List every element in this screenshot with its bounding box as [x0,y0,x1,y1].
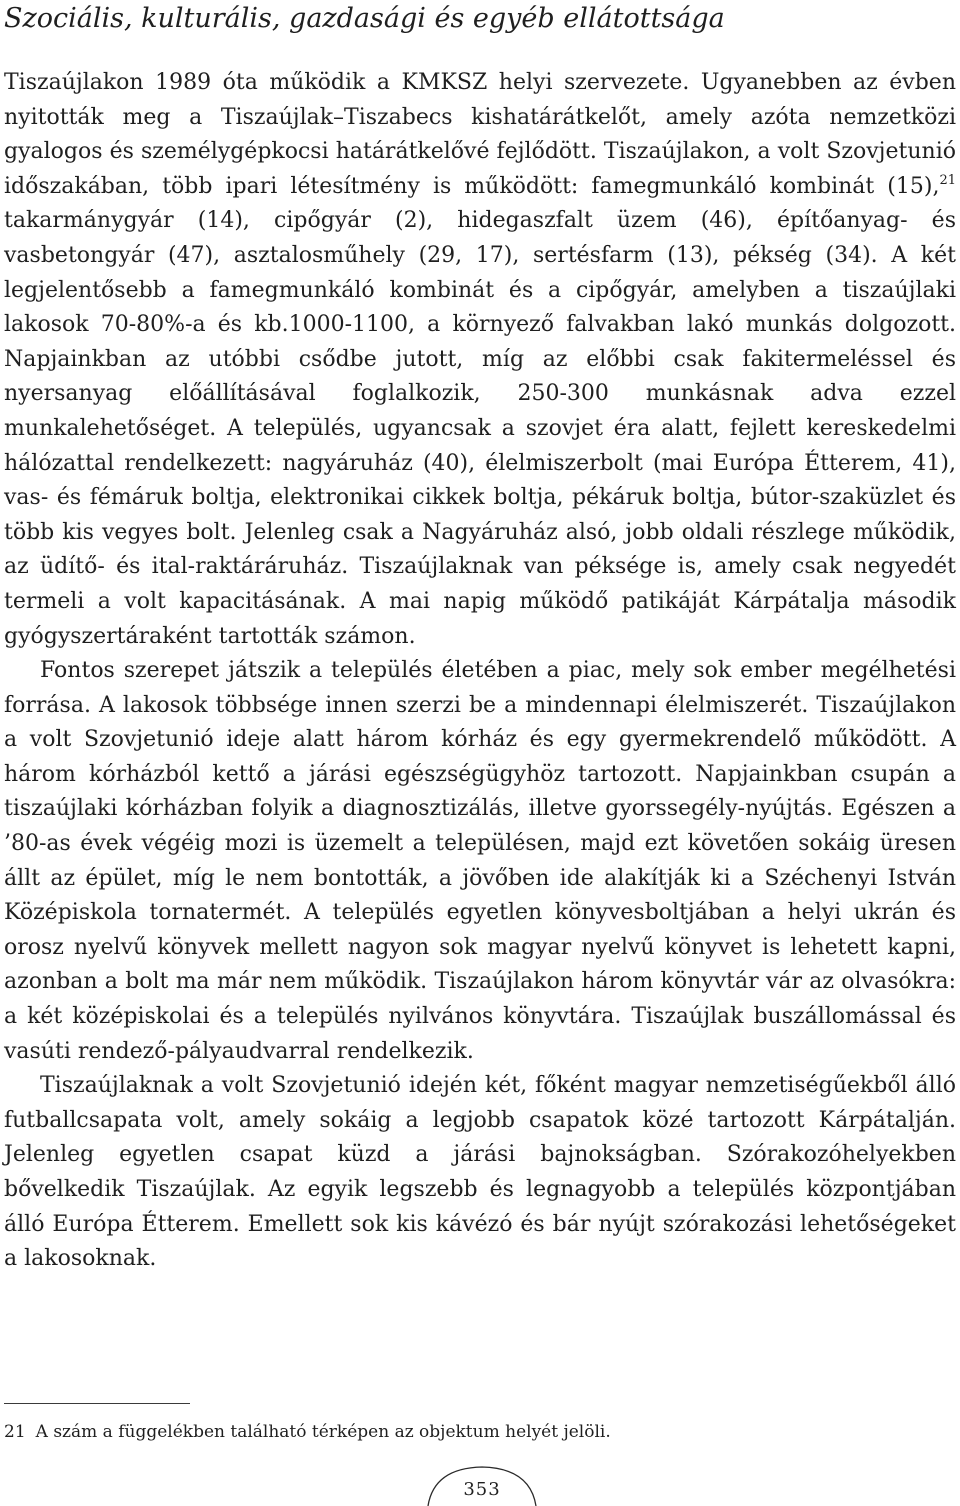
page-number: 353 [463,1479,501,1500]
footnote-text: A szám a függelékben található térképen az objektum helyét jelöli. [35,1422,611,1442]
paragraph-1 [4,66,956,654]
footnote-divider [4,1403,190,1404]
section-heading: Szociális, kulturális, gazdasági és egyéb ellátottsága [4,3,725,34]
footnote-number: 21 [4,1422,26,1442]
paragraph-1-text-before-note: Tiszaújlakon 1989 óta működik a KMKSZ helyi szervezete. Ugyanebben az évben nyitották meg a Tiszaújlak–Tiszabecs kishatárátkelőt, amely azóta nemzetközi gyalogos és személygépkocsi határátkelővé fejlődött. Tiszaújlakon, a volt Szovjetunió időszakában, több ipari létesítmény is működött: famegmunkáló kombinát (15), [4,70,956,199]
footnote-reference: 21 [939,172,956,188]
page-number-badge [426,1464,538,1506]
paragraph-1-text-after-note: takarmánygyár (14), cipőgyár (2), hidegaszfalt üzem (46), építőanyag- és vasbetongyár (47), asztalosműhely (29, 17), sertésfarm (13), pékség (34). A két legjelentősebb a famegmunkáló kombinát és a cipőgyár, amelyben a tiszaújlaki lakosok 70-80%-a és kb.1000-1100, a környező falvakban lakó munkás dolgozott. Napjainkban az utóbbi csődbe jutott, míg az előbbi csak fakitermeléssel és nyersanyag előállításával foglalkozik, 250-300 munkásnak adva ezzel munkalehetőséget. A település, ugyancsak a szovjet éra alatt, fejlett kereskedelmi hálózattal rendelkezett: nagyáruház (40), élelmiszerbolt (mai Európa Étterem, 41), vas- és fémáruk boltja, elektronikai cikkek boltja, pékáruk boltja, bútor-szaküzlet és több kis vegyes bolt. Jelenleg csak a Nagyáruház alsó, jobb oldali részlege működik, az üdítő- és ital-raktáráruház. Tiszaújlaknak van péksége is, amely csak negyedét termeli a volt kapacitásának. A mai napig működő patikáját Kárpátalja második gyógyszertáraként tartották számon. [4,208,956,649]
paragraph-3: Tiszaújlaknak a volt Szovjetunió idején két, főként magyar nemzetiségűekből álló futballcsapata volt, amely sokáig a legjobb csapatok közé tartozott Kárpátalján. Jelenleg egyetlen csapat küzd a járási bajnokságban. Szórakozóhelyekben bővelkedik Tiszaújlak. Az egyik legszebb és legnagyobb a település központjában álló Európa Étterem. Emellett sok kis kávézó és bár nyújt szórakozási lehetőségeket a lakosoknak. [4,1073,956,1272]
paragraph-2: Fontos szerepet játszik a település életében a piac, mely sok ember megélhetési forrása. A lakosok többsége innen szerzi be a mindennapi élelmiszerét. Tiszaújlakon a volt Szovjetunió ideje alatt három kórház és egy gyermekrendelő működött. A három kórházból kettő a járási egészségügyhöz tartozott. Napjainkban csupán a tiszaújlaki kórházban folyik a diagnosztizálás, illetve gyorssegély-nyújtás. Egészen a ’80-as évek végéig mozi is üzemelt a településen, majd ezt követően sokáig üresen állt az épület, míg le nem bontották, a jövőben ide alakítják ki a Széchenyi István Középiskola tornatermét. A település egyetlen könyvesboltjában a helyi ukrán és orosz nyelvű könyvek mellett nagyon sok magyar nyelvű könyvet is lehetett kapni, azonban a bolt ma már nem működik. Tiszaújlakon három könyvtár vár az olvasókra: a két középiskolai és a település nyilvános könyvtára. Tiszaújlak buszállomással és vasúti rendező-pályaudvarral rendelkezik. [4,658,956,1064]
footnote [4,1420,944,1444]
body-text [4,66,956,1277]
